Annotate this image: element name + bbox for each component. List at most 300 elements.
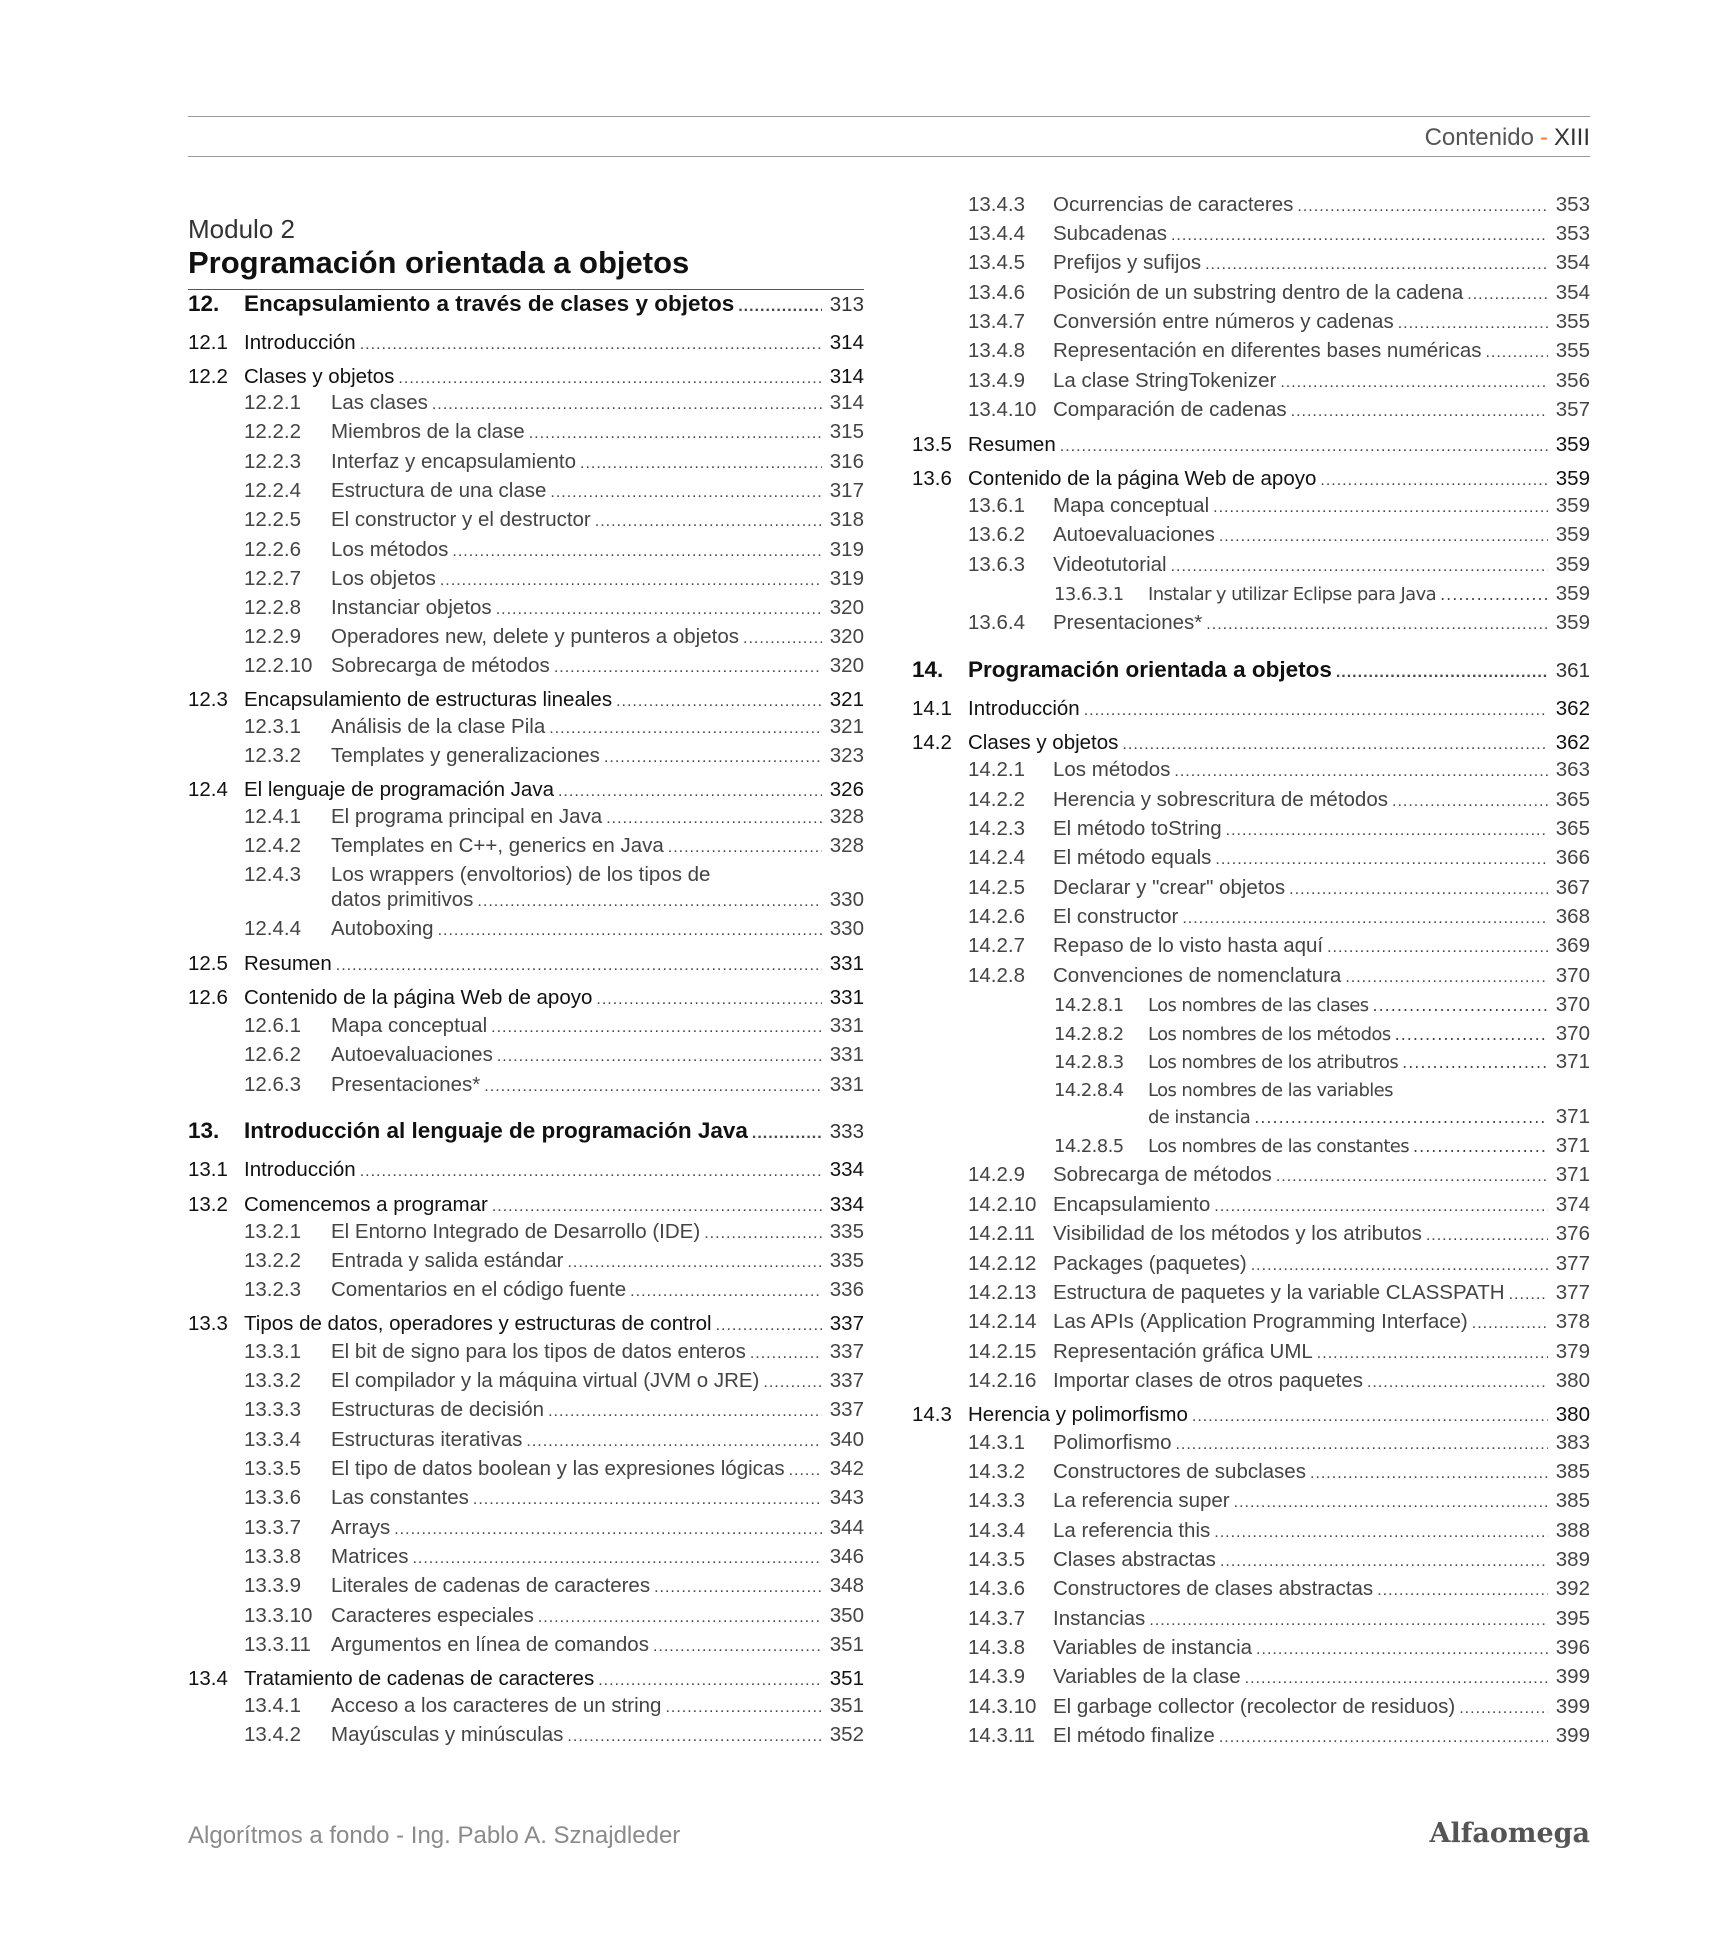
dot-leader bbox=[398, 365, 822, 391]
toc-entry-number: 12.1 bbox=[188, 331, 228, 354]
toc-entry[interactable] bbox=[244, 805, 864, 829]
toc-entry-title: Representación en diferentes bases numéricas bbox=[1053, 339, 1482, 362]
toc-entry[interactable] bbox=[968, 1193, 1590, 1217]
toc-entry[interactable] bbox=[912, 467, 1590, 491]
dot-leader bbox=[1206, 611, 1548, 637]
toc-entry-title: Packages (paquetes) bbox=[1053, 1252, 1247, 1275]
toc-entry-page: 334 bbox=[829, 1193, 864, 1216]
dot-leader bbox=[1317, 1340, 1548, 1366]
toc-entry[interactable] bbox=[244, 1249, 864, 1273]
toc-entry-number: 13.2 bbox=[188, 1193, 228, 1216]
toc-entry-number: 13.3.7 bbox=[244, 1516, 301, 1539]
toc-entry-page: 363 bbox=[1555, 758, 1590, 781]
toc-entry[interactable] bbox=[968, 310, 1590, 334]
toc-entry-title: Estructura de paquetes y la variable CLASSPATH bbox=[1053, 1281, 1505, 1304]
toc-entry-page: 359 bbox=[1555, 553, 1590, 576]
dot-leader bbox=[580, 450, 822, 476]
toc-entry[interactable] bbox=[244, 1398, 864, 1422]
toc-entry-number: 13.2.1 bbox=[244, 1220, 301, 1243]
toc-entry[interactable] bbox=[244, 1457, 864, 1481]
toc-entry[interactable] bbox=[912, 697, 1590, 721]
toc-entry-number: 14.1 bbox=[912, 697, 952, 720]
toc-entry-page: 371 bbox=[1555, 1050, 1590, 1073]
toc-entry-number: 13.6 bbox=[912, 467, 952, 490]
toc-entry[interactable] bbox=[244, 625, 864, 649]
toc-entry-number: 13.4.5 bbox=[968, 251, 1025, 274]
dot-leader bbox=[1377, 1577, 1548, 1603]
toc-entry-page: 380 bbox=[1555, 1403, 1590, 1426]
toc-entry-title: Introducción bbox=[244, 331, 356, 354]
toc-entry[interactable] bbox=[968, 1163, 1590, 1187]
toc-entry[interactable] bbox=[912, 731, 1590, 755]
toc-entry-title: El Entorno Integrado de Desarrollo (IDE) bbox=[331, 1220, 701, 1243]
toc-entry[interactable] bbox=[968, 281, 1590, 305]
toc-entry-title: Las constantes bbox=[331, 1486, 469, 1509]
dot-leader bbox=[738, 292, 822, 319]
toc-entry-page: 374 bbox=[1555, 1193, 1590, 1216]
toc-entry-number: 14.2.11 bbox=[968, 1222, 1035, 1245]
toc-entry-title: El lenguaje de programación Java bbox=[244, 778, 554, 801]
toc-entry-page: 333 bbox=[829, 1120, 864, 1143]
toc-entry-title: datos primitivos bbox=[331, 888, 474, 911]
toc-entry-page: 346 bbox=[829, 1545, 864, 1568]
dot-leader bbox=[529, 420, 822, 446]
toc-entry-title: Los nombres de las clases bbox=[1148, 995, 1369, 1016]
dot-leader bbox=[665, 1694, 822, 1720]
toc-entry[interactable] bbox=[244, 538, 864, 562]
toc-entry[interactable] bbox=[188, 1193, 864, 1217]
toc-entry[interactable] bbox=[188, 1312, 864, 1336]
toc-entry-title: Variables de instancia bbox=[1053, 1636, 1253, 1659]
toc-entry[interactable] bbox=[244, 1723, 864, 1747]
toc-entry[interactable] bbox=[968, 1665, 1590, 1689]
toc-entry[interactable] bbox=[188, 778, 864, 802]
toc-entry-title: Los métodos bbox=[331, 538, 449, 561]
toc-entry-title: Autoboxing bbox=[331, 917, 434, 940]
toc-entry[interactable] bbox=[244, 1220, 864, 1244]
toc-entry-page: 319 bbox=[829, 538, 864, 561]
dot-leader bbox=[616, 688, 822, 714]
toc-entry-title: Sobrecarga de métodos bbox=[1053, 1163, 1272, 1186]
toc-entry[interactable] bbox=[244, 1694, 864, 1718]
toc-entry[interactable] bbox=[188, 1667, 864, 1691]
toc-entry-page: 315 bbox=[829, 420, 864, 443]
toc-entry[interactable] bbox=[244, 715, 864, 739]
toc-entry[interactable] bbox=[188, 986, 864, 1010]
toc-entry[interactable] bbox=[244, 1043, 864, 1067]
toc-entry[interactable] bbox=[244, 1516, 864, 1540]
toc-entry-number: 12.5 bbox=[188, 952, 228, 975]
toc-entry-title: Comencemos a programar bbox=[244, 1193, 488, 1216]
toc-entry[interactable] bbox=[968, 1607, 1590, 1631]
toc-entry-number: 13.4.6 bbox=[968, 281, 1025, 304]
toc-entry-page: 316 bbox=[829, 450, 864, 473]
toc-entry-title: El bit de signo para los tipos de datos enteros bbox=[331, 1340, 746, 1363]
toc-entry[interactable] bbox=[968, 817, 1590, 841]
toc-entry[interactable] bbox=[968, 369, 1590, 393]
dot-leader bbox=[491, 1014, 822, 1040]
toc-entry-page: 318 bbox=[829, 508, 864, 531]
toc-entry-number: 13.6.3.1 bbox=[1054, 584, 1124, 605]
dot-leader bbox=[1220, 1548, 1548, 1574]
toc-entry-number: 12.6.2 bbox=[244, 1043, 301, 1066]
toc-entry[interactable] bbox=[912, 1403, 1590, 1427]
toc-entry[interactable] bbox=[1054, 1022, 1590, 1046]
toc-entry-title: Los nombres de las constantes bbox=[1148, 1136, 1410, 1157]
dot-leader bbox=[1467, 281, 1548, 307]
dot-leader bbox=[394, 1516, 822, 1542]
toc-entry-page: 326 bbox=[829, 778, 864, 801]
toc-entry[interactable] bbox=[912, 433, 1590, 457]
dot-leader bbox=[567, 1723, 822, 1749]
toc-entry-page: 353 bbox=[1555, 222, 1590, 245]
toc-entry-title: El programa principal en Java bbox=[331, 805, 603, 828]
toc-entry-page: 337 bbox=[829, 1369, 864, 1392]
dot-leader bbox=[750, 1340, 822, 1366]
toc-entry-page: 399 bbox=[1555, 1665, 1590, 1688]
module-rule bbox=[188, 289, 864, 290]
toc-entry[interactable] bbox=[968, 846, 1590, 870]
dot-leader bbox=[1291, 398, 1548, 424]
toc-entry-page: 314 bbox=[829, 365, 864, 388]
toc-entry[interactable] bbox=[968, 193, 1590, 217]
dot-leader bbox=[1320, 467, 1548, 493]
toc-entry-number: 14.3.2 bbox=[968, 1460, 1025, 1483]
toc-entry[interactable] bbox=[968, 1519, 1590, 1543]
toc-entry-title: Posición de un substring dentro de la cadena bbox=[1053, 281, 1464, 304]
toc-chapter[interactable] bbox=[188, 1119, 864, 1143]
toc-entry-title: Los métodos bbox=[1053, 758, 1171, 781]
toc-entry-page: 314 bbox=[829, 331, 864, 354]
toc-entry[interactable] bbox=[1148, 1105, 1590, 1129]
toc-entry-number: 14.2.8.1 bbox=[1054, 995, 1124, 1016]
toc-entry[interactable] bbox=[244, 596, 864, 620]
toc-entry-page: 399 bbox=[1555, 1695, 1590, 1718]
dot-leader bbox=[1205, 251, 1548, 277]
toc-entry-number: 12.4.2 bbox=[244, 834, 301, 857]
dot-leader bbox=[550, 479, 822, 505]
toc-entry[interactable] bbox=[244, 654, 864, 678]
toc-entry[interactable] bbox=[968, 1222, 1590, 1246]
toc-entry-page: 321 bbox=[829, 688, 864, 711]
toc-entry-title: Constructores de clases abstractas bbox=[1053, 1577, 1374, 1600]
toc-entry[interactable] bbox=[968, 1636, 1590, 1660]
toc-entry-page: 366 bbox=[1555, 846, 1590, 869]
toc-entry[interactable] bbox=[968, 553, 1590, 577]
toc-chapter[interactable] bbox=[188, 292, 864, 316]
toc-entry-page: 351 bbox=[829, 1694, 864, 1717]
dot-leader bbox=[1214, 1519, 1548, 1545]
toc-entry[interactable] bbox=[968, 222, 1590, 246]
module-title: Programación orientada a objetos bbox=[188, 245, 690, 280]
toc-entry-number: 14.3.8 bbox=[968, 1636, 1025, 1659]
toc-entry[interactable] bbox=[968, 339, 1590, 363]
toc-entry[interactable] bbox=[244, 1014, 864, 1038]
toc-entry-page: 367 bbox=[1555, 876, 1590, 899]
toc-entry-title: Presentaciones* bbox=[1053, 611, 1203, 634]
toc-entry[interactable] bbox=[968, 788, 1590, 812]
dot-leader bbox=[1402, 1051, 1548, 1075]
toc-entry-number: 14.2.8.3 bbox=[1054, 1052, 1124, 1073]
toc-entry[interactable] bbox=[244, 450, 864, 474]
toc-entry[interactable] bbox=[968, 1695, 1590, 1719]
toc-entry[interactable] bbox=[244, 1428, 864, 1452]
toc-entry[interactable] bbox=[968, 398, 1590, 422]
toc-entry-number: 14.3.5 bbox=[968, 1548, 1025, 1571]
toc-entry[interactable] bbox=[968, 1724, 1590, 1748]
dot-leader bbox=[1336, 658, 1548, 685]
toc-entry-page: 314 bbox=[829, 391, 864, 414]
toc-entry-title: Interfaz y encapsulamiento bbox=[331, 450, 576, 473]
toc-entry-number: 14.2.6 bbox=[968, 905, 1025, 928]
dot-leader bbox=[1192, 1403, 1548, 1429]
toc-entry-number: 13.2.3 bbox=[244, 1278, 301, 1301]
toc-entry-page: 368 bbox=[1555, 905, 1590, 928]
toc-entry-page: 320 bbox=[829, 625, 864, 648]
toc-entry-title-line1: Los nombres de las variables bbox=[1148, 1080, 1393, 1101]
toc-entry-number: 13.6.1 bbox=[968, 494, 1025, 517]
toc-entry[interactable] bbox=[968, 934, 1590, 958]
toc-entry-title: Estructuras de decisión bbox=[331, 1398, 545, 1421]
header-rule bbox=[188, 156, 1590, 157]
toc-entry[interactable] bbox=[188, 688, 864, 712]
toc-entry[interactable] bbox=[244, 479, 864, 503]
dot-leader bbox=[1310, 1460, 1548, 1486]
dot-leader bbox=[1256, 1636, 1548, 1662]
toc-entry-number: 13.1 bbox=[188, 1158, 228, 1181]
toc-entry[interactable] bbox=[244, 420, 864, 444]
toc-entry-page: 334 bbox=[829, 1158, 864, 1181]
dot-leader bbox=[477, 888, 822, 914]
toc-entry-title: Estructura de una clase bbox=[331, 479, 547, 502]
toc-entry-page: 355 bbox=[1555, 339, 1590, 362]
toc-entry-page: 336 bbox=[829, 1278, 864, 1301]
dot-leader bbox=[1226, 817, 1548, 843]
toc-entry-number: 14.2.13 bbox=[968, 1281, 1037, 1304]
toc-entry[interactable] bbox=[968, 1548, 1590, 1572]
toc-chapter[interactable] bbox=[912, 658, 1590, 682]
dot-leader bbox=[598, 1667, 822, 1693]
toc-entry-page: 378 bbox=[1555, 1310, 1590, 1333]
toc-entry-number: 13.3.5 bbox=[244, 1457, 301, 1480]
toc-entry-title: Conversión entre números y cadenas bbox=[1053, 310, 1394, 333]
toc-entry[interactable] bbox=[968, 1460, 1590, 1484]
toc-entry[interactable] bbox=[244, 1545, 864, 1569]
toc-entry-number: 14.2.16 bbox=[968, 1369, 1037, 1392]
toc-entry-page: 371 bbox=[1555, 1163, 1590, 1186]
dot-leader bbox=[432, 391, 822, 417]
toc-entry[interactable] bbox=[968, 1340, 1590, 1364]
toc-entry-page: 359 bbox=[1555, 582, 1590, 605]
toc-entry[interactable] bbox=[188, 365, 864, 389]
toc-entry[interactable] bbox=[968, 758, 1590, 782]
toc-entry[interactable] bbox=[968, 964, 1590, 988]
toc-entry-page: 353 bbox=[1555, 193, 1590, 216]
toc-entry-title: Resumen bbox=[968, 433, 1056, 456]
toc-entry[interactable] bbox=[1054, 582, 1590, 606]
toc-entry[interactable] bbox=[968, 1281, 1590, 1305]
toc-entry-number: 13.3.9 bbox=[244, 1574, 301, 1597]
toc-entry[interactable] bbox=[1054, 993, 1590, 1017]
dot-leader bbox=[1122, 731, 1548, 757]
toc-entry-number: 14.3 bbox=[912, 1403, 952, 1426]
toc-entry[interactable] bbox=[968, 494, 1590, 518]
toc-entry-title: El garbage collector (recolector de residuos) bbox=[1053, 1695, 1456, 1718]
toc-entry-title: Encapsulamiento de estructuras lineales bbox=[244, 688, 613, 711]
dot-leader bbox=[360, 331, 822, 357]
dot-leader bbox=[1174, 758, 1548, 784]
toc-entry[interactable] bbox=[968, 1489, 1590, 1513]
dot-leader bbox=[440, 567, 822, 593]
toc-entry-number: 13.4.1 bbox=[244, 1694, 301, 1717]
dot-leader bbox=[604, 744, 822, 770]
dot-leader bbox=[452, 538, 822, 564]
toc-entry[interactable] bbox=[244, 1340, 864, 1364]
toc-entry-title: Las APIs (Application Programming Interface) bbox=[1053, 1310, 1468, 1333]
toc-entry-number: 13.4.8 bbox=[968, 339, 1025, 362]
header-section: Contenido bbox=[1424, 124, 1534, 151]
toc-entry[interactable] bbox=[188, 952, 864, 976]
toc-entry[interactable] bbox=[244, 1486, 864, 1510]
toc-entry[interactable] bbox=[244, 391, 864, 415]
toc-entry[interactable] bbox=[244, 1369, 864, 1393]
toc-entry[interactable] bbox=[188, 1158, 864, 1182]
toc-entry[interactable] bbox=[968, 523, 1590, 547]
dot-leader bbox=[1472, 1310, 1548, 1336]
toc-entry[interactable] bbox=[968, 611, 1590, 635]
toc-entry[interactable] bbox=[244, 1604, 864, 1628]
toc-entry-number: 13.4.3 bbox=[968, 193, 1025, 216]
toc-entry[interactable] bbox=[968, 1252, 1590, 1276]
toc-entry-title: Introducción al lenguaje de programación Java bbox=[244, 1118, 748, 1143]
dot-leader bbox=[1509, 1281, 1548, 1307]
toc-entry-title: Encapsulamiento bbox=[1053, 1193, 1211, 1216]
toc-entry-title: Subcadenas bbox=[1053, 222, 1167, 245]
toc-entry-number: 14.2.3 bbox=[968, 817, 1025, 840]
toc-entry-number: 12.2.1 bbox=[244, 391, 301, 414]
toc-entry-title: Comparación de cadenas bbox=[1053, 398, 1287, 421]
toc-entry[interactable] bbox=[968, 876, 1590, 900]
dot-leader bbox=[1373, 994, 1549, 1018]
dot-leader bbox=[1276, 1163, 1548, 1189]
toc-entry-page: 359 bbox=[1555, 433, 1590, 456]
toc-entry-number: 13.3.6 bbox=[244, 1486, 301, 1509]
dot-leader bbox=[1219, 1724, 1548, 1750]
toc-entry-number: 13. bbox=[188, 1118, 220, 1143]
toc-entry-number: 14.2.2 bbox=[968, 788, 1025, 811]
toc-entry-title-line1: Los wrappers (envoltorios) de los tipos de bbox=[331, 863, 711, 886]
footer-book-title: Algorítmos a fondo - Ing. Pablo A. Sznajdleder bbox=[188, 1822, 681, 1849]
toc-entry-number: 12.2.2 bbox=[244, 420, 301, 443]
toc-entry[interactable] bbox=[968, 1577, 1590, 1601]
toc-entry-title: Encapsulamiento a través de clases y objetos bbox=[244, 291, 735, 316]
toc-entry-page: 369 bbox=[1555, 934, 1590, 957]
toc-entry-number: 12.4 bbox=[188, 778, 228, 801]
toc-entry-page: 331 bbox=[829, 1073, 864, 1096]
toc-entry[interactable] bbox=[968, 251, 1590, 275]
toc-entry-number: 13.3.11 bbox=[244, 1633, 311, 1656]
toc-entry-title: Contenido de la página Web de apoyo bbox=[968, 467, 1317, 490]
dot-leader bbox=[1149, 1607, 1548, 1633]
toc-entry-number: 12.4.3 bbox=[244, 863, 301, 886]
dot-leader bbox=[538, 1604, 822, 1630]
toc-entry-page: 337 bbox=[829, 1398, 864, 1421]
toc-entry[interactable] bbox=[1054, 1050, 1590, 1074]
toc-entry-title: Instanciar objetos bbox=[331, 596, 492, 619]
toc-entry[interactable] bbox=[188, 331, 864, 355]
toc-entry-number: 13.6.4 bbox=[968, 611, 1025, 634]
toc-entry-page: 377 bbox=[1555, 1252, 1590, 1275]
toc-entry[interactable] bbox=[968, 1369, 1590, 1393]
dot-leader bbox=[496, 596, 822, 622]
toc-entry-page: 370 bbox=[1555, 993, 1590, 1016]
toc-entry[interactable] bbox=[244, 1073, 864, 1097]
toc-entry[interactable] bbox=[244, 1574, 864, 1598]
dot-leader bbox=[668, 834, 822, 860]
toc-entry-page: 357 bbox=[1555, 398, 1590, 421]
toc-entry-page: 343 bbox=[829, 1486, 864, 1509]
toc-entry[interactable] bbox=[244, 744, 864, 768]
toc-entry[interactable] bbox=[244, 567, 864, 591]
toc-entry-number: 12.2.9 bbox=[244, 625, 301, 648]
toc-entry-number: 14.2.8.4 bbox=[1054, 1080, 1124, 1101]
toc-entry-page: 335 bbox=[829, 1220, 864, 1243]
toc-entry-page: 389 bbox=[1555, 1548, 1590, 1571]
toc-entry-page: 335 bbox=[829, 1249, 864, 1272]
dot-leader bbox=[1182, 905, 1548, 931]
dot-leader bbox=[596, 986, 822, 1012]
toc-entry-page: 330 bbox=[829, 888, 864, 911]
dot-leader bbox=[497, 1043, 822, 1069]
toc-entry[interactable] bbox=[968, 1431, 1590, 1455]
toc-entry-number: 13.5 bbox=[912, 433, 952, 456]
toc-entry[interactable] bbox=[244, 508, 864, 532]
toc-entry-number: 14.2.8.5 bbox=[1054, 1136, 1124, 1157]
toc-entry-title: Autoevaluaciones bbox=[1053, 523, 1215, 546]
toc-entry-page: 331 bbox=[829, 986, 864, 1009]
toc-entry-number: 12.2.3 bbox=[244, 450, 301, 473]
dot-leader bbox=[438, 917, 822, 943]
toc-entry[interactable] bbox=[244, 917, 864, 941]
dot-leader bbox=[558, 778, 822, 804]
dot-leader bbox=[549, 715, 822, 741]
toc-entry[interactable] bbox=[331, 888, 864, 912]
toc-entry-number: 14.2.12 bbox=[968, 1252, 1037, 1275]
toc-entry-title: Comentarios en el código fuente bbox=[331, 1278, 627, 1301]
toc-entry-page: 365 bbox=[1555, 817, 1590, 840]
toc-entry-page: 331 bbox=[829, 1043, 864, 1066]
dot-leader bbox=[1297, 193, 1548, 219]
dot-leader bbox=[704, 1220, 822, 1246]
toc-entry-title: Ocurrencias de caracteres bbox=[1053, 193, 1294, 216]
toc-entry-title: Miembros de la clase bbox=[331, 420, 525, 443]
toc-entry-title: El constructor bbox=[1053, 905, 1179, 928]
toc-entry[interactable] bbox=[244, 834, 864, 858]
toc-entry-number: 13.3 bbox=[188, 1312, 228, 1335]
toc-entry-title: Caracteres especiales bbox=[331, 1604, 534, 1627]
toc-entry-number: 13.3.8 bbox=[244, 1545, 301, 1568]
toc-entry[interactable] bbox=[244, 1278, 864, 1302]
toc-entry-page: 362 bbox=[1555, 731, 1590, 754]
toc-entry[interactable] bbox=[968, 905, 1590, 929]
toc-entry-number: 13.6.3 bbox=[968, 553, 1025, 576]
toc-entry-title: Polimorfismo bbox=[1053, 1431, 1172, 1454]
toc-entry[interactable] bbox=[1054, 1134, 1590, 1158]
toc-entry[interactable] bbox=[968, 1310, 1590, 1334]
toc-entry-page: 362 bbox=[1555, 697, 1590, 720]
toc-entry[interactable] bbox=[244, 1633, 864, 1657]
dot-leader bbox=[763, 1369, 822, 1395]
